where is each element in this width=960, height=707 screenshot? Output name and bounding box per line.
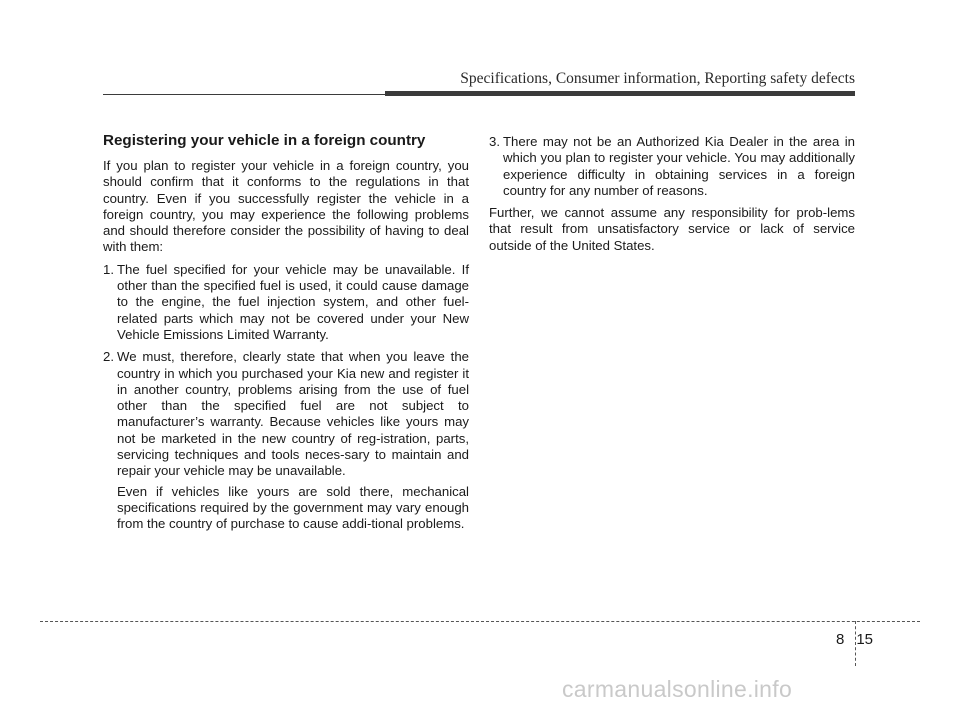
page-in-chapter: 15	[856, 631, 873, 648]
intro-paragraph: If you plan to register your vehicle in a foreign country, you should confirm that it conforms to the regulations in that country. Even if you successfully register the vehicle in a foreign country, you may experience the following problems and should therefore consider the possibility of having to deal with them:	[103, 158, 469, 255]
list-item-3	[489, 134, 855, 199]
item-number: 1.	[103, 261, 114, 277]
list-item-2-continuation: Even if vehicles like yours are sold there, mechanical specifications required by the government may vary enough from the country of purchase to cause addi-tional problems.	[117, 483, 469, 532]
page-number	[836, 631, 873, 648]
list-item-2	[103, 349, 469, 479]
list-item-1	[103, 262, 469, 343]
item-number: 2.	[103, 349, 114, 365]
left-column	[103, 132, 469, 539]
item-text: There may not be an Authorized Kia Dealer in the area in which you plan to register your vehicle. You may additionally experience difficulty in obtaining services in a foreign country for any number of reasons.	[503, 134, 855, 198]
item-text: We must, therefore, clearly state that when you leave the country in which you purchased your Kia new and register it in another country, problems arising from the use of fuel other than the specified fuel are not subject to manufacturer’s warranty. Because vehicles like yours may not be marketed in the new country of reg-istration, parts, servicing techniques and tools neces-sary to maintain and repair your vehicle may be unavailable.	[117, 349, 469, 479]
running-header: Specifications, Consumer information, Reporting safety defects	[460, 70, 855, 87]
chapter-number: 8	[835, 631, 845, 648]
item-number: 3.	[489, 134, 500, 149]
watermark: carmanualsonline.info	[562, 676, 793, 702]
header-rule-thick	[385, 91, 855, 96]
closing-paragraph: Further, we cannot assume any responsibility for prob-lems that result from unsatisfactory service or lack of service outside of the United States.	[489, 205, 855, 253]
section-heading: Registering your vehicle in a foreign country	[103, 132, 426, 149]
item-text: The fuel specified for your vehicle may be unavailable. If other than the specified fuel is used, it could cause damage to the engine, the fuel injection system, and other fuel-related parts which may not be covered under your New Vehicle Emissions Limited Warranty.	[117, 261, 469, 342]
right-column	[489, 134, 855, 260]
footer-dashed-rule	[40, 621, 920, 622]
